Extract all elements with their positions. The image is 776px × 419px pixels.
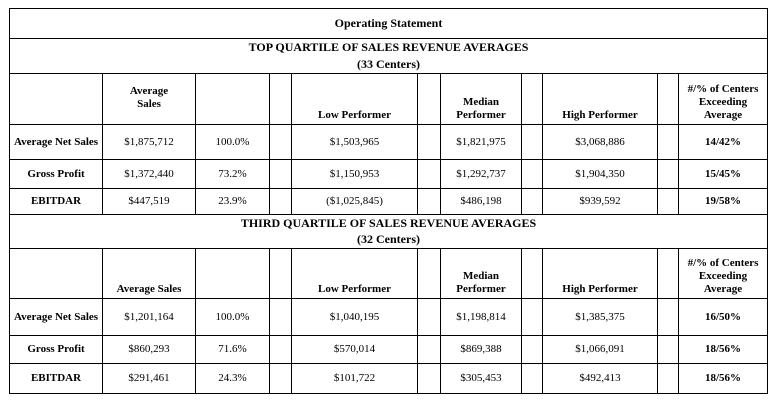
cell-high: $1,904,350 [543,160,658,188]
cell-median: $1,292,737 [441,160,522,188]
cell-average: $447,519 [103,188,196,214]
table-title: Operating Statement [10,9,768,39]
row-label: Gross Profit [10,160,103,188]
header-high-performer: High Performer [543,74,658,125]
cell-average: $1,201,164 [103,299,196,336]
cell-exceed: 18/56% [679,364,768,394]
cell-percent: 73.2% [196,160,270,188]
section-subheading-top-quartile: (33 Centers) [10,56,768,73]
cell-exceed: 16/50% [679,299,768,336]
cell-median: $869,388 [441,336,522,364]
cell-exceed: 18/56% [679,336,768,364]
header-empty [418,74,441,125]
cell-median: $305,453 [441,364,522,394]
cell-exceed: 14/42% [679,124,768,160]
cell-median: $486,198 [441,188,522,214]
header-average-sales: Average Sales [103,74,196,125]
cell-percent: 100.0% [196,124,270,160]
header-median-performer: Median Performer [441,248,522,299]
header-empty [196,248,270,299]
row-label: Average Net Sales [10,299,103,336]
section-heading-third-quartile: THIRD QUARTILE OF SALES REVENUE AVERAGES [10,215,768,231]
cell-high: $1,385,375 [543,299,658,336]
row-label: Gross Profit [10,336,103,364]
header-centers-exceeding: #/% of Centers Exceeding Average [679,74,768,125]
cell-low: $1,503,965 [292,124,418,160]
table-row [10,336,768,364]
header-centers-exceeding: #/% of Centers Exceeding Average [679,248,768,299]
header-low-performer: Low Performer [292,74,418,125]
cell-percent: 100.0% [196,299,270,336]
cell-high: $1,066,091 [543,336,658,364]
cell-high: $3,068,886 [543,124,658,160]
cell-percent: 24.3% [196,364,270,394]
section-subheading-third-quartile: (32 Centers) [10,231,768,248]
row-label: Average Net Sales [10,124,103,160]
header-empty [10,74,103,125]
operating-statement-table [9,8,768,394]
header-empty [418,248,441,299]
header-average-sales: Average Sales [103,248,196,299]
cell-percent: 23.9% [196,188,270,214]
cell-median: $1,821,975 [441,124,522,160]
header-empty [270,248,292,299]
cell-low: $570,014 [292,336,418,364]
header-high-performer: High Performer [543,248,658,299]
cell-median: $1,198,814 [441,299,522,336]
cell-exceed: 15/45% [679,160,768,188]
cell-low: $1,040,195 [292,299,418,336]
header-empty [196,74,270,125]
row-label: EBITDAR [10,188,103,214]
cell-high: $492,413 [543,364,658,394]
table-row [10,124,768,160]
cell-exceed: 19/58% [679,188,768,214]
row-label: EBITDAR [10,364,103,394]
cell-low: ($1,025,845) [292,188,418,214]
table-row [10,188,768,214]
table-row [10,299,768,336]
cell-percent: 71.6% [196,336,270,364]
header-empty [10,248,103,299]
cell-average: $860,293 [103,336,196,364]
header-empty [522,74,543,125]
header-empty [270,74,292,125]
table-row [10,364,768,394]
header-empty [522,248,543,299]
table-row [10,160,768,188]
header-empty [658,74,679,125]
cell-average: $1,372,440 [103,160,196,188]
cell-low: $1,150,953 [292,160,418,188]
cell-high: $939,592 [543,188,658,214]
header-empty [658,248,679,299]
section-heading-top-quartile: TOP QUARTILE OF SALES REVENUE AVERAGES [10,39,768,56]
cell-average: $1,875,712 [103,124,196,160]
header-low-performer: Low Performer [292,248,418,299]
cell-low: $101,722 [292,364,418,394]
header-median-performer: Median Performer [441,74,522,125]
cell-average: $291,461 [103,364,196,394]
